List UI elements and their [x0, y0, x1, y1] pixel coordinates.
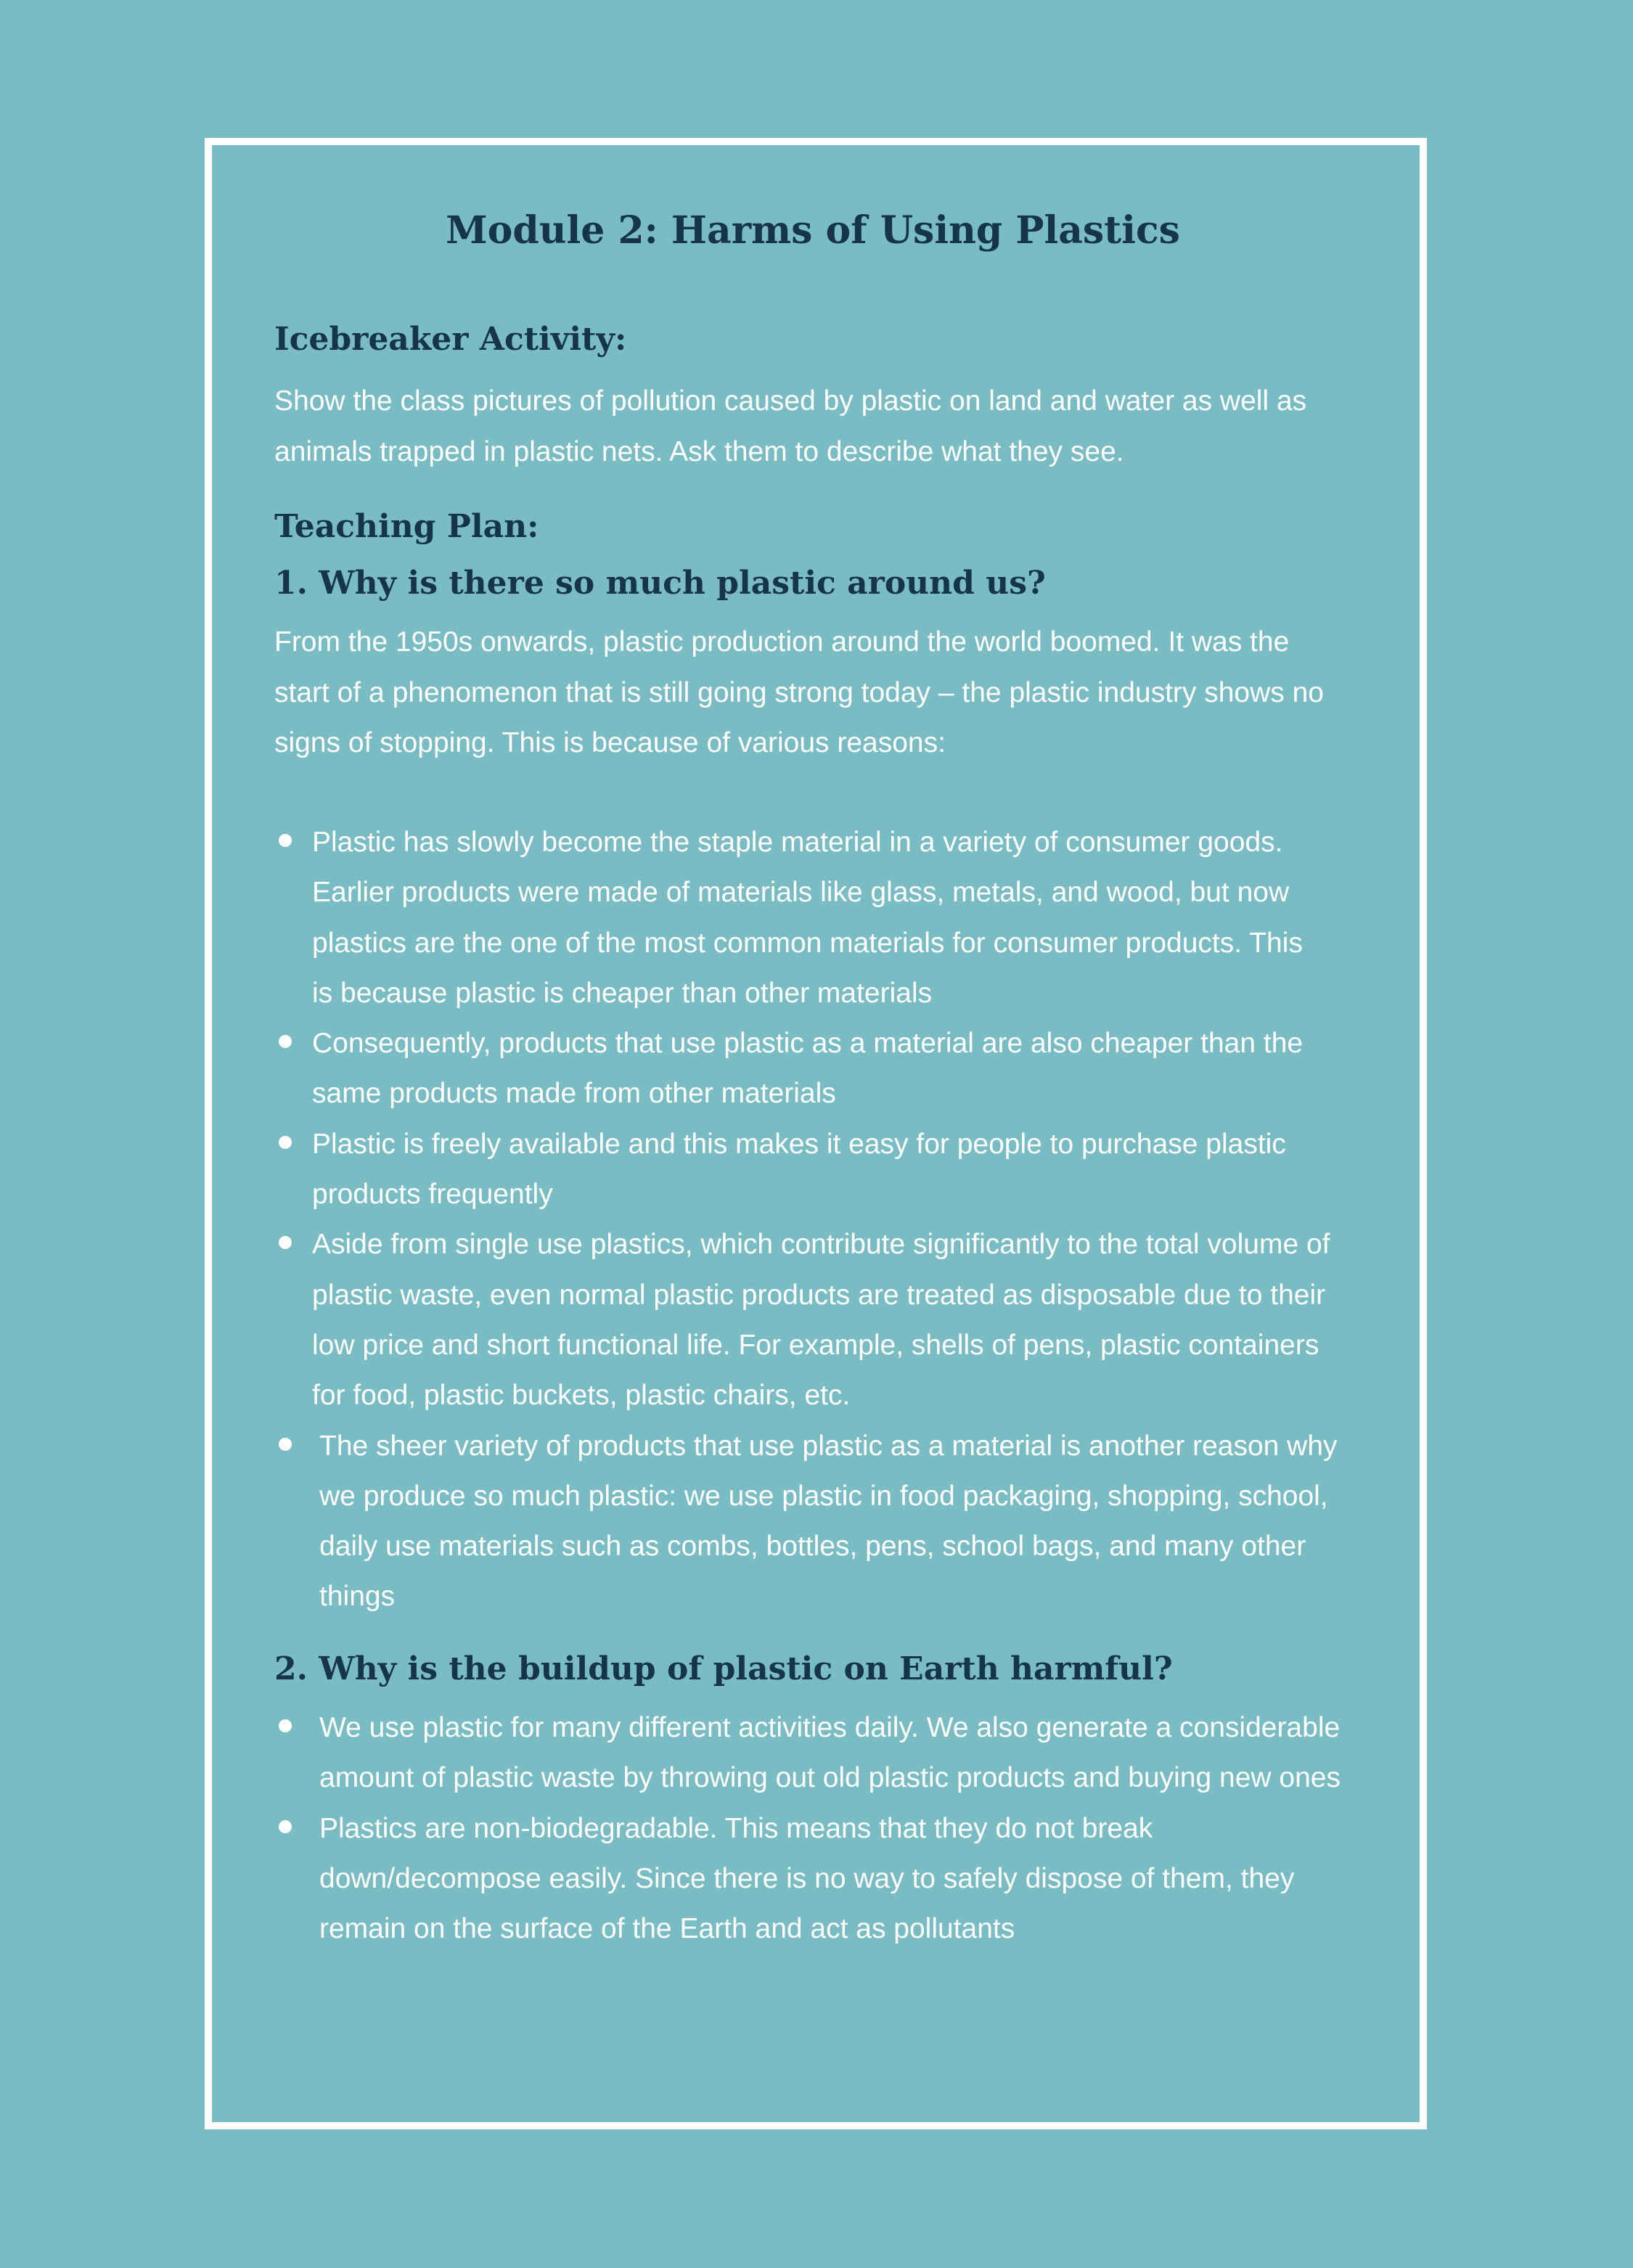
- bullet-icon: [279, 1438, 292, 1451]
- page-title: Module 2: Harms of Using Plastics: [446, 208, 1180, 253]
- list-item: [274, 1119, 1319, 1220]
- section1-intro: From the 1950s onwards, plastic production around the world boomed. It was the start of a phenomenon that is still going strong today – the plastic industry shows no signs of stopping. This is because of various reasons:: [274, 626, 1324, 758]
- bullet-icon: [279, 1236, 292, 1249]
- bullet-icon: [279, 1035, 292, 1048]
- list-item: [274, 817, 1319, 1018]
- list-item-text: Aside from single use plastics, which contribute significantly to the total volume of plastic waste, even normal plastic products are treated as disposable due to their low price and short functional life. For example, shells of pens, plastic containers for food, plastic buckets, plastic chairs, etc.: [312, 1229, 1330, 1412]
- icebreaker-heading: Icebreaker Activity:: [274, 321, 627, 358]
- list-item-text: Plastics are non-biodegradable. This means that they do not break down/decompose easily. Since there is no way to safely dispose of them, they remain on the surface of the Earth and act as pollutants: [319, 1812, 1295, 1945]
- list-item-text: We use plastic for many different activities daily. We also generate a considerable amount of plastic waste by throwing out old plastic products and buying new ones: [319, 1712, 1341, 1794]
- bullet-icon: [279, 1719, 292, 1732]
- list-item: [274, 1018, 1319, 1119]
- teaching-plan-heading: Teaching Plan:: [274, 508, 539, 545]
- section2-heading: 2. Why is the buildup of plastic on Earth harmful?: [274, 1650, 1173, 1687]
- list-item-text: Plastic has slowly become the staple material in a variety of consumer goods. Earlier products were made of materials like glass, metals, and wood, but now plastics are the one of the most common materials for consumer products. This is because plastic is cheaper than other materials: [312, 827, 1303, 1009]
- bullet-icon: [279, 834, 292, 847]
- list-item: [274, 1804, 1348, 1954]
- list-item-text: The sheer variety of products that use plastic as a material is another reason why we produce so much plastic: we use plastic in food packaging, shopping, school, daily use materials such as combs, bottles, pens, school bags, and many other things: [319, 1430, 1338, 1613]
- list-item: [274, 1703, 1348, 1804]
- icebreaker-text: Show the class pictures of pollution caused by plastic on land and water as well as animals trapped in plastic nets. Ask them to describe what they see.: [274, 385, 1307, 467]
- bullet-icon: [279, 1820, 292, 1833]
- section2-bullet-list: [274, 1703, 1378, 1954]
- section1-bullet-list: [274, 817, 1378, 1622]
- list-item-text: Consequently, products that use plastic as a material are also cheaper than the same products made from other materials: [312, 1028, 1303, 1110]
- bullet-icon: [279, 1136, 292, 1149]
- section1-heading: 1. Why is there so much plastic around us?: [274, 565, 1046, 602]
- list-item: [274, 1421, 1370, 1622]
- list-item-text: Plastic is freely available and this makes it easy for people to purchase plastic products frequently: [312, 1128, 1286, 1211]
- list-item: [274, 1219, 1341, 1420]
